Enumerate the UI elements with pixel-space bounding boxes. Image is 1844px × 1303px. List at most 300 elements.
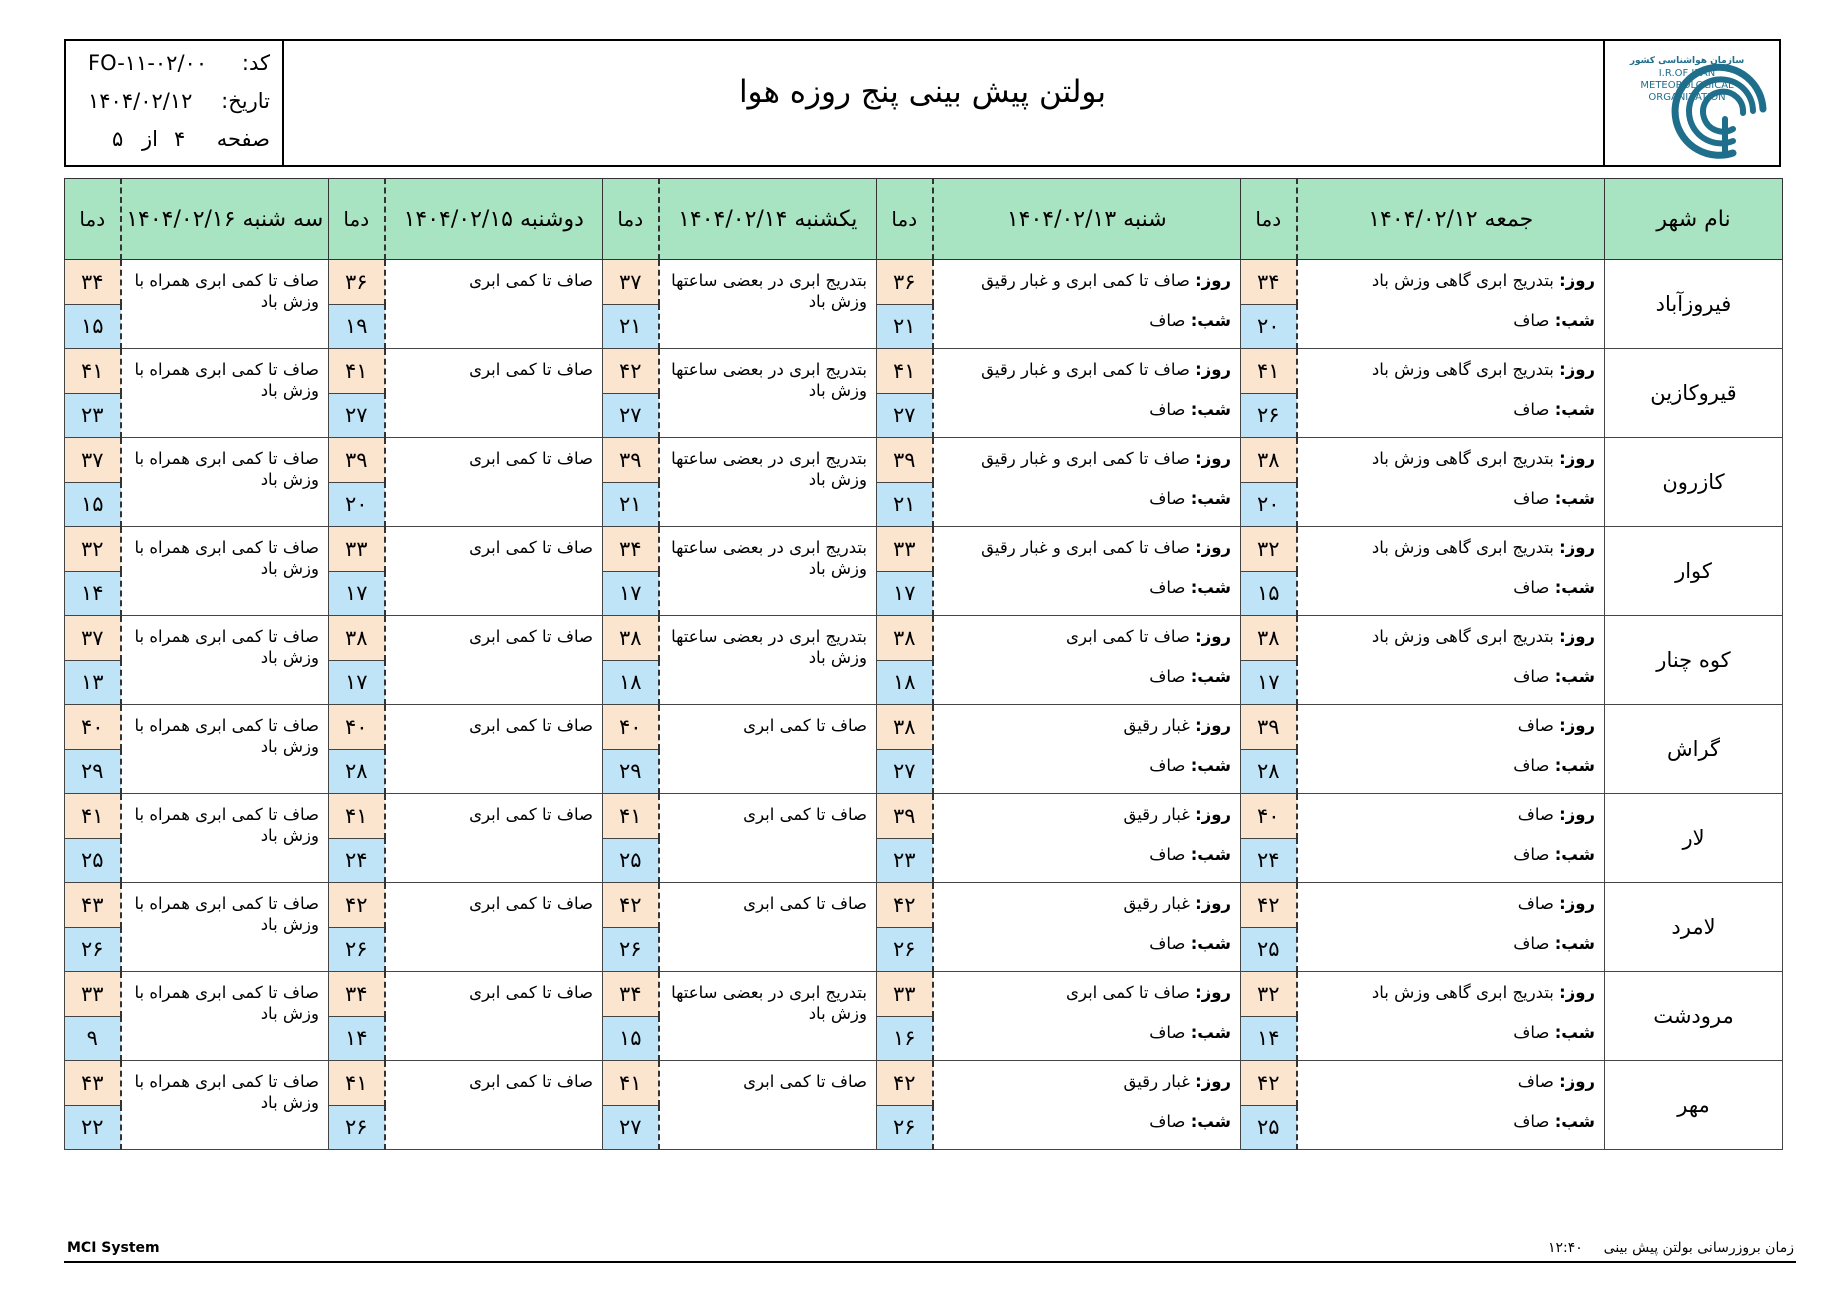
- day-condition: بتدریج ابری گاهی وزش باد: [1371, 538, 1554, 557]
- forecast-day-1-night: [1513, 310, 1595, 331]
- forecast-day-1-night: [1513, 577, 1595, 598]
- forecast-day-3: صاف تا کمی ابری: [659, 794, 877, 883]
- night-condition: صاف: [1513, 400, 1550, 419]
- night-condition: صاف: [1513, 1023, 1550, 1042]
- max-temp-day-5: ۴۳: [65, 883, 121, 928]
- day-header-1: جمعه ۱۴۰۴/۰۲/۱۲: [1297, 179, 1605, 260]
- max-temp-day-5: ۴۱: [65, 349, 121, 394]
- night-label: شب:: [1190, 1112, 1231, 1131]
- min-temp-day-5: ۲۵: [65, 838, 121, 883]
- forecast-day-2-daytime: [942, 359, 1232, 380]
- meteorological-organization-logo: [1613, 49, 1773, 161]
- city-name: کوه چنار: [1605, 616, 1783, 705]
- max-temp-day-4: ۴۰: [329, 705, 385, 750]
- night-label: شب:: [1190, 489, 1231, 508]
- day-condition: صاف: [1517, 805, 1554, 824]
- bulletin-header: [64, 39, 1781, 167]
- forecast-day-1: [1297, 349, 1605, 438]
- table-row: [65, 527, 1783, 572]
- forecast-table: [64, 178, 1783, 1150]
- max-temp-day-1: ۳۸: [1241, 438, 1297, 483]
- max-temp-day-4: ۴۱: [329, 1061, 385, 1106]
- forecast-day-2: [933, 438, 1241, 527]
- forecast-day-1: [1297, 527, 1605, 616]
- table-row: [65, 794, 1783, 839]
- min-temp-day-2: ۲۳: [877, 838, 933, 883]
- min-temp-day-2: ۱۸: [877, 660, 933, 705]
- logo-text-iran: I.R.OF IRAN: [1658, 68, 1716, 79]
- day-label: روز:: [1195, 716, 1231, 735]
- max-temp-day-4: ۳۹: [329, 438, 385, 483]
- night-condition: صاف: [1513, 667, 1550, 686]
- min-temp-day-1: ۲۸: [1241, 749, 1297, 794]
- forecast-day-1: [1297, 794, 1605, 883]
- forecast-day-5: صاف تا کمی ابری همراه با وزش باد: [121, 260, 329, 349]
- min-temp-day-4: ۱۷: [329, 571, 385, 616]
- min-temp-day-4: ۱۴: [329, 1016, 385, 1061]
- forecast-day-5: صاف تا کمی ابری همراه با وزش باد: [121, 705, 329, 794]
- max-temp-day-5: ۴۳: [65, 1061, 121, 1106]
- forecast-day-1-daytime: [1306, 1071, 1596, 1092]
- night-condition: صاف: [1149, 400, 1186, 419]
- min-temp-day-4: ۱۷: [329, 660, 385, 705]
- day-condition: بتدریج ابری گاهی وزش باد: [1371, 360, 1554, 379]
- day-header-4: دوشنبه ۱۴۰۴/۰۲/۱۵: [385, 179, 603, 260]
- table-row: [65, 883, 1783, 928]
- table-header-row: [65, 179, 1783, 260]
- footer-system-name: MCI System: [67, 1240, 160, 1256]
- forecast-day-2: [933, 705, 1241, 794]
- forecast-day-5: صاف تا کمی ابری همراه با وزش باد: [121, 438, 329, 527]
- forecast-day-1: [1297, 260, 1605, 349]
- max-temp-day-2: ۳۳: [877, 527, 933, 572]
- forecast-day-3: بتدریج ابری در بعضی ساعتها وزش باد: [659, 438, 877, 527]
- forecast-day-2-night: [1149, 844, 1231, 865]
- night-condition: صاف: [1149, 1023, 1186, 1042]
- night-condition: صاف: [1513, 311, 1550, 330]
- forecast-day-2-daytime: [942, 626, 1232, 647]
- night-label: شب:: [1190, 667, 1231, 686]
- min-temp-day-4: ۲۶: [329, 1105, 385, 1150]
- day-condition: صاف تا کمی ابری: [1066, 983, 1190, 1002]
- forecast-day-2-night: [1149, 310, 1231, 331]
- forecast-day-3: بتدریج ابری در بعضی ساعتها وزش باد: [659, 616, 877, 705]
- forecast-day-1-daytime: [1306, 893, 1596, 914]
- forecast-day-2-night: [1149, 399, 1231, 420]
- max-temp-day-1: ۳۲: [1241, 527, 1297, 572]
- day-label: روز:: [1195, 627, 1231, 646]
- min-temp-day-1: ۲۴: [1241, 838, 1297, 883]
- min-temp-day-1: ۱۷: [1241, 660, 1297, 705]
- max-temp-day-5: ۳۷: [65, 438, 121, 483]
- forecast-day-2-night: [1149, 666, 1231, 687]
- max-temp-day-2: ۴۱: [877, 349, 933, 394]
- min-temp-day-4: ۲۶: [329, 927, 385, 972]
- max-temp-day-1: ۴۲: [1241, 883, 1297, 928]
- day-condition: صاف تا کمی ابری و غبار رقیق: [981, 538, 1190, 557]
- night-condition: صاف: [1513, 934, 1550, 953]
- forecast-day-2-daytime: [942, 448, 1232, 469]
- min-temp-day-2: ۲۷: [877, 749, 933, 794]
- day-label: روز:: [1559, 449, 1595, 468]
- max-temp-day-1: ۴۲: [1241, 1061, 1297, 1106]
- max-temp-day-2: ۴۲: [877, 883, 933, 928]
- max-temp-day-4: ۳۳: [329, 527, 385, 572]
- table-row: [65, 260, 1783, 305]
- max-temp-day-4: ۳۴: [329, 972, 385, 1017]
- max-temp-day-3: ۴۰: [603, 705, 659, 750]
- forecast-day-2: [933, 1061, 1241, 1150]
- forecast-day-4: صاف تا کمی ابری: [385, 438, 603, 527]
- table-row: [65, 349, 1783, 394]
- max-temp-day-3: ۳۴: [603, 527, 659, 572]
- table-row: [65, 1061, 1783, 1106]
- max-temp-day-3: ۴۲: [603, 349, 659, 394]
- forecast-day-2-daytime: [942, 982, 1232, 1003]
- temp-header-4: دما: [329, 179, 385, 260]
- forecast-day-1-night: [1513, 1111, 1595, 1132]
- night-label: شب:: [1554, 578, 1595, 597]
- forecast-day-1-daytime: [1306, 982, 1596, 1003]
- forecast-day-1-daytime: [1306, 626, 1596, 647]
- forecast-day-2: [933, 260, 1241, 349]
- night-condition: صاف: [1513, 578, 1550, 597]
- logo-text-organization: ORGANIZATION: [1648, 92, 1726, 103]
- min-temp-day-5: ۲۹: [65, 749, 121, 794]
- forecast-day-4: صاف تا کمی ابری: [385, 260, 603, 349]
- forecast-day-2-daytime: [942, 804, 1232, 825]
- max-temp-day-1: ۳۸: [1241, 616, 1297, 661]
- forecast-day-2-daytime: [942, 715, 1232, 736]
- forecast-day-1-daytime: [1306, 537, 1596, 558]
- forecast-day-4: صاف تا کمی ابری: [385, 349, 603, 438]
- day-label: روز:: [1559, 983, 1595, 1002]
- day-condition: صاف: [1517, 716, 1554, 735]
- max-temp-day-3: ۳۷: [603, 260, 659, 305]
- forecast-day-5: صاف تا کمی ابری همراه با وزش باد: [121, 616, 329, 705]
- night-condition: صاف: [1149, 1112, 1186, 1131]
- page-of: از: [142, 127, 158, 151]
- min-temp-day-2: ۱۷: [877, 571, 933, 616]
- max-temp-day-4: ۴۱: [329, 794, 385, 839]
- page-current: ۴: [174, 127, 186, 151]
- night-label: شب:: [1554, 1112, 1595, 1131]
- forecast-day-1-night: [1513, 399, 1595, 420]
- night-label: شب:: [1190, 578, 1231, 597]
- city-name: کوار: [1605, 527, 1783, 616]
- city-name: گراش: [1605, 705, 1783, 794]
- day-label: روز:: [1559, 271, 1595, 290]
- forecast-day-1-night: [1513, 666, 1595, 687]
- forecast-day-4: صاف تا کمی ابری: [385, 883, 603, 972]
- day-condition: صاف: [1517, 1072, 1554, 1091]
- forecast-day-2: [933, 794, 1241, 883]
- city-name: لامرد: [1605, 883, 1783, 972]
- min-temp-day-2: ۲۷: [877, 393, 933, 438]
- forecast-day-3: صاف تا کمی ابری: [659, 705, 877, 794]
- night-label: شب:: [1190, 400, 1231, 419]
- max-temp-day-5: ۴۰: [65, 705, 121, 750]
- min-temp-day-3: ۲۶: [603, 927, 659, 972]
- forecast-day-3: صاف تا کمی ابری: [659, 1061, 877, 1150]
- max-temp-day-2: ۳۶: [877, 260, 933, 305]
- day-condition: غبار رقیق: [1123, 1072, 1190, 1091]
- forecast-day-1-daytime: [1306, 270, 1596, 291]
- day-condition: صاف: [1517, 894, 1554, 913]
- min-temp-day-5: ۱۵: [65, 482, 121, 527]
- max-temp-day-1: ۳۹: [1241, 705, 1297, 750]
- forecast-day-1: [1297, 972, 1605, 1061]
- table-row: [65, 972, 1783, 1017]
- forecast-day-4: صاف تا کمی ابری: [385, 616, 603, 705]
- night-label: شب:: [1554, 400, 1595, 419]
- night-label: شب:: [1190, 1023, 1231, 1042]
- city-column-header: نام شهر: [1605, 179, 1783, 260]
- forecast-day-4: صاف تا کمی ابری: [385, 705, 603, 794]
- max-temp-day-2: ۳۹: [877, 438, 933, 483]
- forecast-day-2-night: [1149, 577, 1231, 598]
- forecast-day-2-daytime: [942, 270, 1232, 291]
- min-temp-day-1: ۲۵: [1241, 1105, 1297, 1150]
- forecast-day-1-night: [1513, 844, 1595, 865]
- min-temp-day-1: ۱۵: [1241, 571, 1297, 616]
- day-label: روز:: [1195, 894, 1231, 913]
- temp-header-2: دما: [877, 179, 933, 260]
- min-temp-day-4: ۲۴: [329, 838, 385, 883]
- page-total: ۵: [112, 127, 124, 151]
- forecast-day-1: [1297, 616, 1605, 705]
- day-condition: صاف تا کمی ابری: [1066, 627, 1190, 646]
- min-temp-day-2: ۱۶: [877, 1016, 933, 1061]
- night-label: شب:: [1554, 1023, 1595, 1042]
- forecast-day-5: صاف تا کمی ابری همراه با وزش باد: [121, 1061, 329, 1150]
- forecast-day-5: صاف تا کمی ابری همراه با وزش باد: [121, 972, 329, 1061]
- min-temp-day-3: ۲۷: [603, 1105, 659, 1150]
- date-value: ۱۴۰۴/۰۲/۱۲: [88, 89, 193, 113]
- code-value: FO-۱۱-۰۲/۰۰: [88, 51, 208, 75]
- max-temp-day-4: ۴۱: [329, 349, 385, 394]
- forecast-day-3: صاف تا کمی ابری: [659, 883, 877, 972]
- city-name: مرودشت: [1605, 972, 1783, 1061]
- min-temp-day-1: ۲۰: [1241, 304, 1297, 349]
- temp-header-5: دما: [65, 179, 121, 260]
- min-temp-day-3: ۱۵: [603, 1016, 659, 1061]
- forecast-day-2-night: [1149, 488, 1231, 509]
- city-name: قیروکازین: [1605, 349, 1783, 438]
- forecast-day-1-night: [1513, 755, 1595, 776]
- night-label: شب:: [1190, 756, 1231, 775]
- min-temp-day-5: ۲۲: [65, 1105, 121, 1150]
- day-condition: غبار رقیق: [1123, 716, 1190, 735]
- forecast-day-2-daytime: [942, 1071, 1232, 1092]
- forecast-day-1-daytime: [1306, 359, 1596, 380]
- day-label: روز:: [1559, 627, 1595, 646]
- forecast-day-2-night: [1149, 933, 1231, 954]
- max-temp-day-3: ۳۴: [603, 972, 659, 1017]
- forecast-day-1: [1297, 438, 1605, 527]
- night-condition: صاف: [1149, 311, 1186, 330]
- night-condition: صاف: [1149, 489, 1186, 508]
- forecast-day-1-night: [1513, 1022, 1595, 1043]
- night-label: شب:: [1554, 667, 1595, 686]
- day-header-3: یکشنبه ۱۴۰۴/۰۲/۱۴: [659, 179, 877, 260]
- city-name: لار: [1605, 794, 1783, 883]
- min-temp-day-5: ۲۳: [65, 393, 121, 438]
- max-temp-day-5: ۳۲: [65, 527, 121, 572]
- min-temp-day-2: ۲۶: [877, 1105, 933, 1150]
- logo-text-persian: سازمان هواشناسی کشور: [1629, 56, 1745, 66]
- max-temp-day-3: ۳۸: [603, 616, 659, 661]
- forecast-day-2: [933, 883, 1241, 972]
- day-label: روز:: [1195, 271, 1231, 290]
- night-condition: صاف: [1149, 756, 1186, 775]
- min-temp-day-5: ۱۴: [65, 571, 121, 616]
- min-temp-day-2: ۲۱: [877, 482, 933, 527]
- forecast-day-5: صاف تا کمی ابری همراه با وزش باد: [121, 349, 329, 438]
- min-temp-day-3: ۱۷: [603, 571, 659, 616]
- forecast-day-5: صاف تا کمی ابری همراه با وزش باد: [121, 527, 329, 616]
- forecast-day-1-daytime: [1306, 804, 1596, 825]
- max-temp-day-2: ۳۹: [877, 794, 933, 839]
- min-temp-day-5: ۹: [65, 1016, 121, 1061]
- min-temp-day-1: ۱۴: [1241, 1016, 1297, 1061]
- min-temp-day-3: ۱۸: [603, 660, 659, 705]
- forecast-day-4: صاف تا کمی ابری: [385, 972, 603, 1061]
- forecast-day-5: صاف تا کمی ابری همراه با وزش باد: [121, 883, 329, 972]
- day-label: روز:: [1559, 716, 1595, 735]
- forecast-day-2-night: [1149, 1022, 1231, 1043]
- forecast-day-1-daytime: [1306, 715, 1596, 736]
- min-temp-day-4: ۲۸: [329, 749, 385, 794]
- night-label: شب:: [1554, 311, 1595, 330]
- min-temp-day-2: ۲۱: [877, 304, 933, 349]
- max-temp-day-1: ۴۱: [1241, 349, 1297, 394]
- max-temp-day-1: ۴۰: [1241, 794, 1297, 839]
- max-temp-day-3: ۳۹: [603, 438, 659, 483]
- forecast-day-1-daytime: [1306, 448, 1596, 469]
- day-condition: صاف تا کمی ابری و غبار رقیق: [981, 449, 1190, 468]
- forecast-day-2-daytime: [942, 537, 1232, 558]
- forecast-day-1: [1297, 705, 1605, 794]
- night-condition: صاف: [1513, 489, 1550, 508]
- logo-text-meteorological: METEOROLOGICAL: [1640, 80, 1734, 91]
- min-temp-day-5: ۱۵: [65, 304, 121, 349]
- min-temp-day-3: ۲۹: [603, 749, 659, 794]
- footer-divider: [64, 1261, 1796, 1263]
- max-temp-day-3: ۴۱: [603, 794, 659, 839]
- logo-box: [1603, 41, 1779, 165]
- page-row: [66, 123, 282, 159]
- max-temp-day-1: ۳۲: [1241, 972, 1297, 1017]
- day-label: روز:: [1559, 1072, 1595, 1091]
- max-temp-day-2: ۳۸: [877, 705, 933, 750]
- city-name: فیروزآباد: [1605, 260, 1783, 349]
- min-temp-day-4: ۲۰: [329, 482, 385, 527]
- day-label: روز:: [1559, 360, 1595, 379]
- min-temp-day-2: ۲۶: [877, 927, 933, 972]
- forecast-day-4: صاف تا کمی ابری: [385, 527, 603, 616]
- footer-update-time: [1548, 1240, 1794, 1256]
- night-condition: صاف: [1149, 934, 1186, 953]
- temp-header-3: دما: [603, 179, 659, 260]
- day-label: روز:: [1559, 805, 1595, 824]
- night-label: شب:: [1190, 311, 1231, 330]
- forecast-day-5: صاف تا کمی ابری همراه با وزش باد: [121, 794, 329, 883]
- max-temp-day-5: ۴۱: [65, 794, 121, 839]
- min-temp-day-4: ۱۹: [329, 304, 385, 349]
- forecast-day-2: [933, 616, 1241, 705]
- night-condition: صاف: [1513, 756, 1550, 775]
- footer-update-value: ۱۲:۴۰: [1547, 1240, 1583, 1256]
- forecast-day-1-night: [1513, 488, 1595, 509]
- day-condition: صاف تا کمی ابری و غبار رقیق: [981, 360, 1190, 379]
- night-label: شب:: [1554, 756, 1595, 775]
- min-temp-day-3: ۲۱: [603, 304, 659, 349]
- day-condition: غبار رقیق: [1123, 894, 1190, 913]
- day-condition: بتدریج ابری گاهی وزش باد: [1371, 271, 1554, 290]
- day-label: روز:: [1195, 449, 1231, 468]
- forecast-day-2: [933, 527, 1241, 616]
- max-temp-day-5: ۳۷: [65, 616, 121, 661]
- max-temp-day-5: ۳۳: [65, 972, 121, 1017]
- forecast-day-4: صاف تا کمی ابری: [385, 1061, 603, 1150]
- max-temp-day-5: ۳۴: [65, 260, 121, 305]
- day-label: روز:: [1195, 983, 1231, 1002]
- temp-header-1: دما: [1241, 179, 1297, 260]
- max-temp-day-4: ۳۸: [329, 616, 385, 661]
- min-temp-day-3: ۲۷: [603, 393, 659, 438]
- code-label: کد:: [241, 51, 270, 75]
- forecast-day-4: صاف تا کمی ابری: [385, 794, 603, 883]
- day-header-2: شنبه ۱۴۰۴/۰۲/۱۳: [933, 179, 1241, 260]
- max-temp-day-4: ۴۲: [329, 883, 385, 928]
- table-body: [65, 260, 1783, 1150]
- max-temp-day-3: ۴۲: [603, 883, 659, 928]
- night-condition: صاف: [1149, 845, 1186, 864]
- max-temp-day-2: ۳۸: [877, 616, 933, 661]
- forecast-day-2-night: [1149, 1111, 1231, 1132]
- min-temp-day-1: ۲۰: [1241, 482, 1297, 527]
- night-condition: صاف: [1149, 667, 1186, 686]
- forecast-day-2-night: [1149, 755, 1231, 776]
- page-label: صفحه: [216, 127, 270, 151]
- forecast-day-1: [1297, 1061, 1605, 1150]
- night-label: شب:: [1190, 845, 1231, 864]
- max-temp-day-3: ۴۱: [603, 1061, 659, 1106]
- city-name: کازرون: [1605, 438, 1783, 527]
- date-label: تاریخ:: [221, 89, 270, 113]
- page-title: بولتن پیش بینی پنج روزه هوا: [738, 74, 1107, 110]
- day-label: روز:: [1195, 1072, 1231, 1091]
- night-condition: صاف: [1513, 1112, 1550, 1131]
- day-label: روز:: [1195, 360, 1231, 379]
- forecast-day-3: بتدریج ابری در بعضی ساعتها وزش باد: [659, 972, 877, 1061]
- max-temp-day-1: ۳۴: [1241, 260, 1297, 305]
- day-condition: غبار رقیق: [1123, 805, 1190, 824]
- forecast-day-3: بتدریج ابری در بعضی ساعتها وزش باد: [659, 260, 877, 349]
- night-label: شب:: [1554, 934, 1595, 953]
- table-row: [65, 438, 1783, 483]
- min-temp-day-5: ۲۶: [65, 927, 121, 972]
- max-temp-day-2: ۴۲: [877, 1061, 933, 1106]
- min-temp-day-3: ۲۵: [603, 838, 659, 883]
- table-row: [65, 705, 1783, 750]
- forecast-day-3: بتدریج ابری در بعضی ساعتها وزش باد: [659, 527, 877, 616]
- day-condition: بتدریج ابری گاهی وزش باد: [1371, 627, 1554, 646]
- forecast-day-2: [933, 349, 1241, 438]
- day-label: روز:: [1195, 538, 1231, 557]
- min-temp-day-4: ۲۷: [329, 393, 385, 438]
